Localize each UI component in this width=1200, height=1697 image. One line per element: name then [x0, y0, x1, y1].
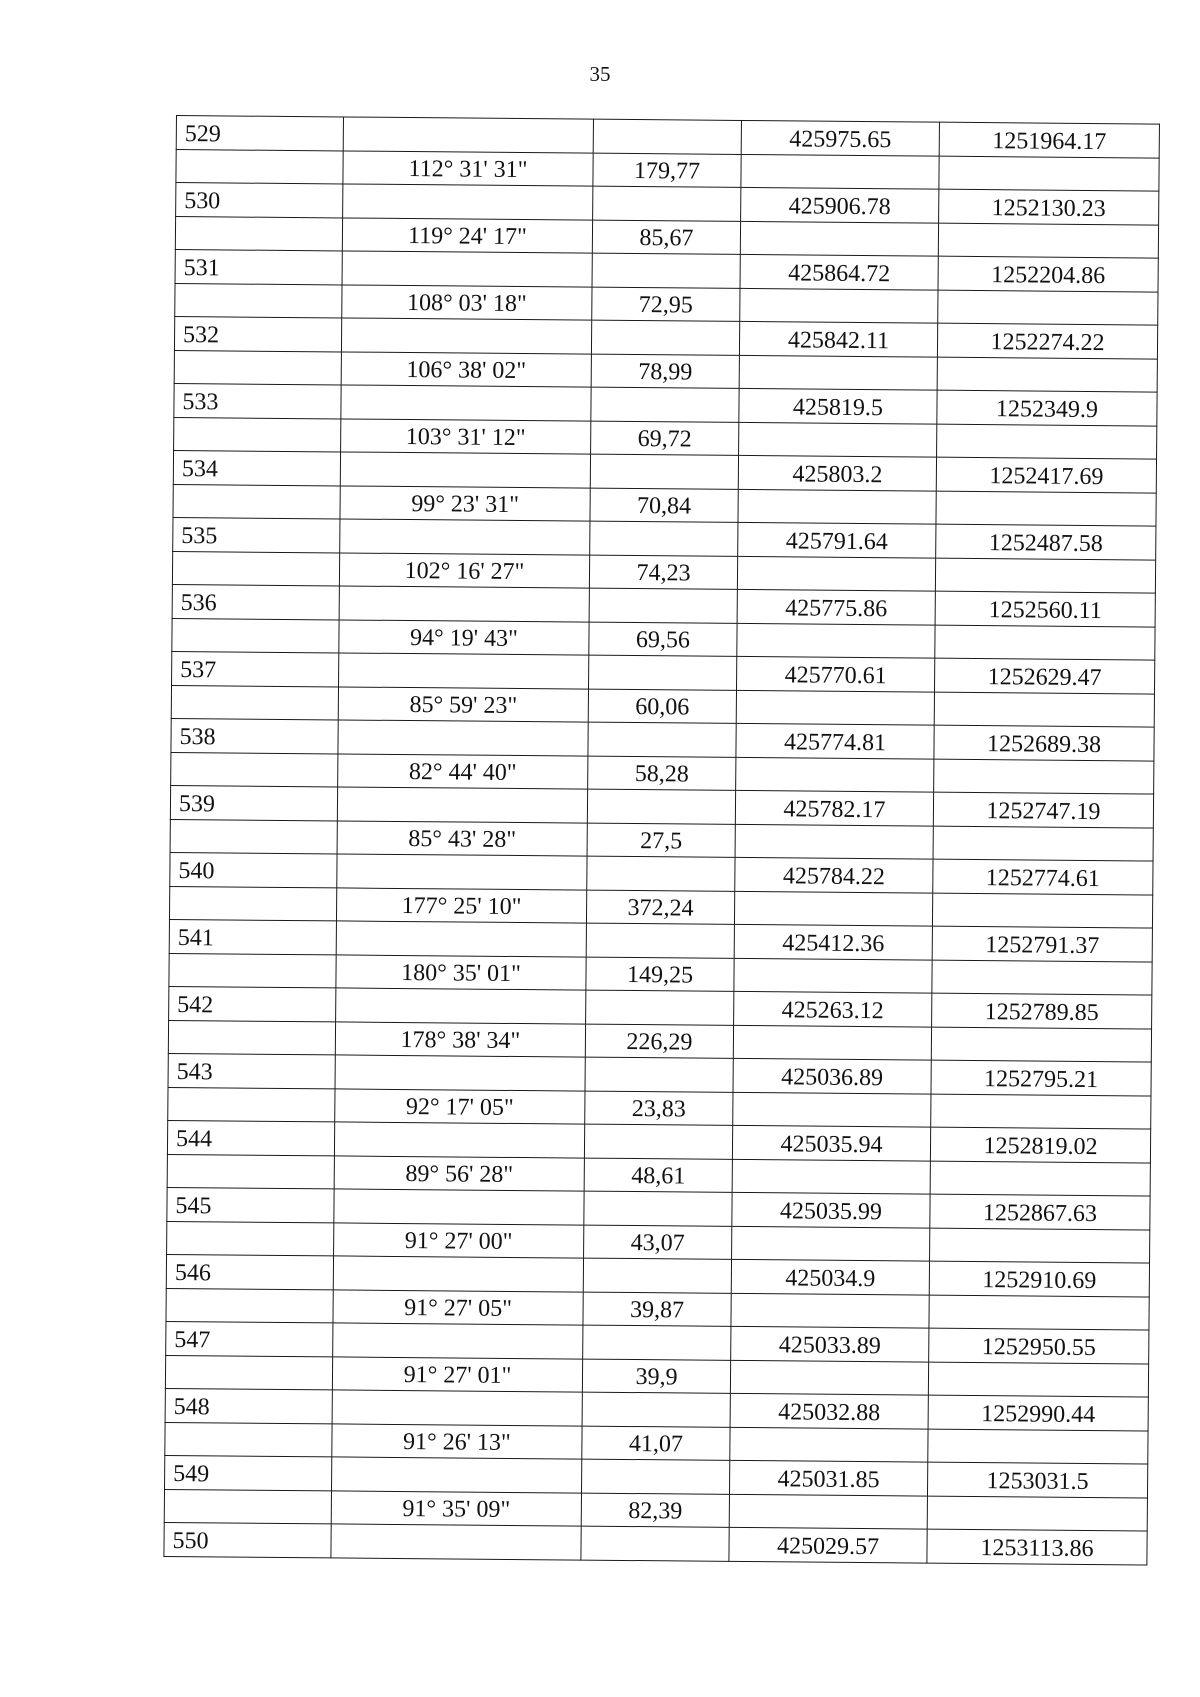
- direction-angle-cell: 94° 19' 43": [339, 619, 589, 655]
- x-coordinate-cell: [734, 958, 932, 993]
- direction-angle-cell: 112° 31' 31": [343, 150, 593, 186]
- distance-cell: [591, 387, 739, 422]
- direction-angle-cell: 119° 24' 17": [342, 217, 592, 253]
- direction-angle-cell: [339, 586, 589, 622]
- point-number-cell: 532: [174, 316, 341, 351]
- distance-cell: 41,07: [582, 1426, 730, 1461]
- point-number-cell: 536: [172, 584, 339, 619]
- point-number-cell: [173, 484, 340, 519]
- y-coordinate-cell: 1251964.17: [939, 122, 1159, 157]
- direction-angle-cell: 108° 03' 18": [342, 284, 592, 320]
- distance-cell: [582, 1392, 730, 1427]
- distance-cell: 39,87: [583, 1292, 731, 1327]
- y-coordinate-cell: [928, 1362, 1148, 1397]
- direction-angle-cell: 102° 16' 27": [339, 552, 589, 588]
- direction-angle-cell: 180° 35' 01": [336, 954, 586, 990]
- x-coordinate-cell: [732, 1159, 930, 1194]
- distance-cell: 69,72: [591, 421, 739, 456]
- y-coordinate-cell: 1252560.11: [935, 591, 1155, 626]
- point-number-cell: 533: [174, 383, 341, 418]
- y-coordinate-cell: 1252204.86: [938, 256, 1158, 291]
- direction-angle-cell: 92° 17' 05": [335, 1088, 585, 1124]
- distance-cell: 72,95: [592, 287, 740, 322]
- point-number-cell: [170, 819, 337, 854]
- x-coordinate-cell: 425842.11: [739, 321, 937, 356]
- point-number-cell: [166, 1288, 333, 1323]
- direction-angle-cell: 106° 38' 02": [341, 351, 591, 387]
- x-coordinate-cell: 425864.72: [740, 254, 938, 289]
- x-coordinate-cell: [731, 1293, 929, 1328]
- x-coordinate-cell: 425791.64: [738, 522, 936, 557]
- x-coordinate-cell: 425412.36: [734, 924, 932, 959]
- y-coordinate-cell: [932, 960, 1152, 995]
- y-coordinate-cell: [934, 692, 1154, 727]
- y-coordinate-cell: [930, 1228, 1150, 1263]
- x-coordinate-cell: 425032.88: [730, 1393, 928, 1428]
- point-number-cell: 546: [166, 1254, 333, 1289]
- y-coordinate-cell: [939, 156, 1159, 191]
- distance-cell: [589, 655, 737, 690]
- y-coordinate-cell: 1252487.58: [936, 524, 1156, 559]
- y-coordinate-cell: 1252689.38: [934, 725, 1154, 760]
- y-coordinate-cell: 1252417.69: [936, 457, 1156, 492]
- direction-angle-cell: 177° 25' 10": [336, 887, 586, 923]
- distance-cell: 39,9: [582, 1359, 730, 1394]
- direction-angle-cell: 99° 23' 31": [340, 485, 590, 521]
- point-number-cell: 539: [170, 785, 337, 820]
- direction-angle-cell: 85° 43' 28": [337, 820, 587, 856]
- distance-cell: [593, 119, 741, 154]
- distance-cell: 23,83: [585, 1091, 733, 1126]
- direction-angle-cell: [333, 1323, 583, 1359]
- distance-cell: 82,39: [581, 1493, 729, 1528]
- point-number-cell: [174, 350, 341, 385]
- direction-angle-cell: [335, 1055, 585, 1091]
- point-number-cell: 550: [164, 1522, 331, 1557]
- point-number-cell: 547: [166, 1321, 333, 1356]
- x-coordinate-cell: 425906.78: [741, 187, 939, 222]
- x-coordinate-cell: [732, 1226, 930, 1261]
- x-coordinate-cell: 425819.5: [739, 388, 937, 423]
- x-coordinate-cell: 425034.9: [731, 1259, 929, 1294]
- direction-angle-cell: 89° 56' 28": [334, 1155, 584, 1191]
- y-coordinate-cell: 1253113.86: [927, 1529, 1147, 1564]
- direction-angle-cell: [341, 318, 591, 354]
- direction-angle-cell: [332, 1390, 582, 1426]
- y-coordinate-cell: 1252789.85: [932, 993, 1152, 1028]
- y-coordinate-cell: 1252910.69: [929, 1261, 1149, 1296]
- point-number-cell: 548: [165, 1388, 332, 1423]
- x-coordinate-cell: 425035.99: [732, 1192, 930, 1227]
- distance-cell: [588, 722, 736, 757]
- y-coordinate-cell: 1252819.02: [930, 1127, 1150, 1162]
- direction-angle-cell: [334, 1122, 584, 1158]
- point-number-cell: 537: [172, 651, 339, 686]
- distance-cell: 74,23: [589, 555, 737, 590]
- point-number-cell: [167, 1154, 334, 1189]
- direction-angle-cell: 91° 27' 05": [333, 1289, 583, 1325]
- distance-cell: [593, 186, 741, 221]
- x-coordinate-cell: 425029.57: [729, 1527, 927, 1562]
- x-coordinate-cell: [741, 154, 939, 189]
- distance-cell: [590, 454, 738, 489]
- point-number-cell: [171, 752, 338, 787]
- x-coordinate-cell: [740, 221, 938, 256]
- point-number-cell: 542: [169, 986, 336, 1021]
- y-coordinate-cell: 1252629.47: [934, 658, 1154, 693]
- point-number-cell: 545: [167, 1187, 334, 1222]
- direction-angle-cell: 85° 59' 23": [338, 686, 588, 722]
- point-number-cell: 549: [165, 1455, 332, 1490]
- y-coordinate-cell: 1252274.22: [937, 323, 1157, 358]
- point-number-cell: [168, 1087, 335, 1122]
- distance-cell: [591, 320, 739, 355]
- distance-cell: [590, 521, 738, 556]
- distance-cell: [592, 253, 740, 288]
- distance-cell: [583, 1258, 731, 1293]
- x-coordinate-cell: 425036.89: [733, 1058, 931, 1093]
- direction-angle-cell: 103° 31' 12": [341, 418, 591, 454]
- distance-cell: [584, 1124, 732, 1159]
- direction-angle-cell: [339, 653, 589, 689]
- distance-cell: [585, 1057, 733, 1092]
- distance-cell: 372,24: [586, 890, 734, 925]
- direction-angle-cell: [343, 184, 593, 220]
- x-coordinate-cell: [736, 757, 934, 792]
- y-coordinate-cell: 1252867.63: [930, 1194, 1150, 1229]
- y-coordinate-cell: [929, 1295, 1149, 1330]
- distance-cell: [586, 990, 734, 1025]
- distance-cell: 78,99: [591, 354, 739, 389]
- distance-cell: [587, 856, 735, 891]
- y-coordinate-cell: [931, 1027, 1151, 1062]
- y-coordinate-cell: [927, 1496, 1147, 1531]
- direction-angle-cell: 91° 26' 13": [332, 1423, 582, 1459]
- point-number-cell: 534: [173, 450, 340, 485]
- direction-angle-cell: [342, 251, 592, 287]
- y-coordinate-cell: [933, 826, 1153, 861]
- direction-angle-cell: [337, 854, 587, 890]
- distance-cell: 70,84: [590, 488, 738, 523]
- y-coordinate-cell: 1252349.9: [937, 390, 1157, 425]
- x-coordinate-cell: [729, 1494, 927, 1529]
- y-coordinate-cell: [928, 1429, 1148, 1464]
- y-coordinate-cell: 1252795.21: [931, 1060, 1151, 1095]
- y-coordinate-cell: [938, 223, 1158, 258]
- point-number-cell: 540: [170, 852, 337, 887]
- distance-cell: 85,67: [592, 220, 740, 255]
- direction-angle-cell: 178° 38' 34": [335, 1021, 585, 1057]
- direction-angle-cell: [333, 1256, 583, 1292]
- x-coordinate-cell: 425775.86: [737, 589, 935, 624]
- point-number-cell: 531: [175, 249, 342, 284]
- distance-cell: 179,77: [593, 153, 741, 188]
- y-coordinate-cell: [935, 625, 1155, 660]
- x-coordinate-cell: 425975.65: [741, 120, 939, 155]
- direction-angle-cell: [336, 988, 586, 1024]
- direction-angle-cell: [340, 519, 590, 555]
- distance-cell: 149,25: [586, 957, 734, 992]
- point-number-cell: [169, 886, 336, 921]
- y-coordinate-cell: [938, 290, 1158, 325]
- y-coordinate-cell: 1252130.23: [939, 189, 1159, 224]
- point-number-cell: 529: [176, 116, 343, 151]
- x-coordinate-cell: [730, 1360, 928, 1395]
- x-coordinate-cell: 425774.81: [736, 723, 934, 758]
- y-coordinate-cell: 1253031.5: [927, 1462, 1147, 1497]
- x-coordinate-cell: 425263.12: [734, 991, 932, 1026]
- point-number-cell: [172, 618, 339, 653]
- y-coordinate-cell: 1252747.19: [933, 792, 1153, 827]
- distance-cell: 226,29: [585, 1024, 733, 1059]
- point-number-cell: [171, 685, 338, 720]
- x-coordinate-cell: [733, 1025, 931, 1060]
- distance-cell: 69,56: [589, 622, 737, 657]
- point-number-cell: 538: [171, 718, 338, 753]
- y-coordinate-cell: [935, 558, 1155, 593]
- y-coordinate-cell: [932, 893, 1152, 928]
- x-coordinate-cell: [733, 1092, 931, 1127]
- distance-cell: [581, 1526, 729, 1561]
- direction-angle-cell: [337, 787, 587, 823]
- y-coordinate-cell: [930, 1161, 1150, 1196]
- direction-angle-cell: 91° 35' 09": [331, 1490, 581, 1526]
- y-coordinate-cell: 1252950.55: [929, 1328, 1149, 1363]
- y-coordinate-cell: [937, 357, 1157, 392]
- point-number-cell: [175, 283, 342, 318]
- point-number-cell: [167, 1221, 334, 1256]
- distance-cell: [584, 1191, 732, 1226]
- point-number-cell: [165, 1355, 332, 1390]
- distance-cell: [586, 923, 734, 958]
- direction-angle-cell: [343, 117, 593, 153]
- direction-angle-cell: [332, 1457, 582, 1493]
- point-number-cell: [172, 551, 339, 586]
- x-coordinate-cell: [737, 556, 935, 591]
- coordinates-table: [163, 115, 1160, 1565]
- distance-cell: 27,5: [587, 823, 735, 858]
- x-coordinate-cell: 425033.89: [731, 1326, 929, 1361]
- y-coordinate-cell: 1252791.37: [932, 926, 1152, 961]
- x-coordinate-cell: 425035.94: [732, 1125, 930, 1160]
- direction-angle-cell: [340, 452, 590, 488]
- point-number-cell: [174, 417, 341, 452]
- point-number-cell: [165, 1422, 332, 1457]
- y-coordinate-cell: 1252774.61: [933, 859, 1153, 894]
- direction-angle-cell: [341, 385, 591, 421]
- distance-cell: 43,07: [584, 1225, 732, 1260]
- direction-angle-cell: 91° 27' 00": [334, 1222, 584, 1258]
- point-number-cell: [169, 953, 336, 988]
- point-number-cell: 530: [176, 183, 343, 218]
- point-number-cell: 535: [173, 517, 340, 552]
- point-number-cell: 541: [169, 919, 336, 954]
- x-coordinate-cell: [740, 288, 938, 323]
- page-number: 35: [589, 62, 611, 86]
- point-number-cell: [175, 216, 342, 251]
- x-coordinate-cell: 425784.22: [735, 857, 933, 892]
- x-coordinate-cell: [739, 422, 937, 457]
- distance-cell: 58,28: [588, 756, 736, 791]
- distance-cell: [589, 588, 737, 623]
- x-coordinate-cell: [739, 355, 937, 390]
- distance-cell: [587, 789, 735, 824]
- y-coordinate-cell: [931, 1094, 1151, 1129]
- x-coordinate-cell: 425782.17: [735, 790, 933, 825]
- direction-angle-cell: [334, 1189, 584, 1225]
- x-coordinate-cell: [730, 1427, 928, 1462]
- direction-angle-cell: [336, 921, 586, 957]
- point-row: [164, 1522, 1147, 1564]
- direction-angle-cell: [338, 720, 588, 756]
- x-coordinate-cell: 425803.2: [738, 455, 936, 490]
- x-coordinate-cell: [738, 489, 936, 524]
- x-coordinate-cell: [734, 891, 932, 926]
- point-number-cell: 543: [168, 1053, 335, 1088]
- distance-cell: [583, 1325, 731, 1360]
- coordinates-table-body: [164, 116, 1160, 1565]
- point-number-cell: 544: [167, 1120, 334, 1155]
- x-coordinate-cell: [735, 824, 933, 859]
- point-number-cell: [164, 1489, 331, 1524]
- direction-angle-cell: 82° 44' 40": [338, 753, 588, 789]
- point-number-cell: [168, 1020, 335, 1055]
- x-coordinate-cell: [736, 690, 934, 725]
- y-coordinate-cell: [934, 759, 1154, 794]
- y-coordinate-cell: [937, 424, 1157, 459]
- point-number-cell: [176, 149, 343, 184]
- x-coordinate-cell: [737, 623, 935, 658]
- distance-cell: 48,61: [584, 1158, 732, 1193]
- direction-angle-cell: [331, 1524, 581, 1560]
- y-coordinate-cell: [936, 491, 1156, 526]
- distance-cell: 60,06: [588, 689, 736, 724]
- y-coordinate-cell: 1252990.44: [928, 1395, 1148, 1430]
- direction-angle-cell: 91° 27' 01": [332, 1356, 582, 1392]
- x-coordinate-cell: 425770.61: [737, 656, 935, 691]
- x-coordinate-cell: 425031.85: [729, 1460, 927, 1495]
- distance-cell: [581, 1459, 729, 1494]
